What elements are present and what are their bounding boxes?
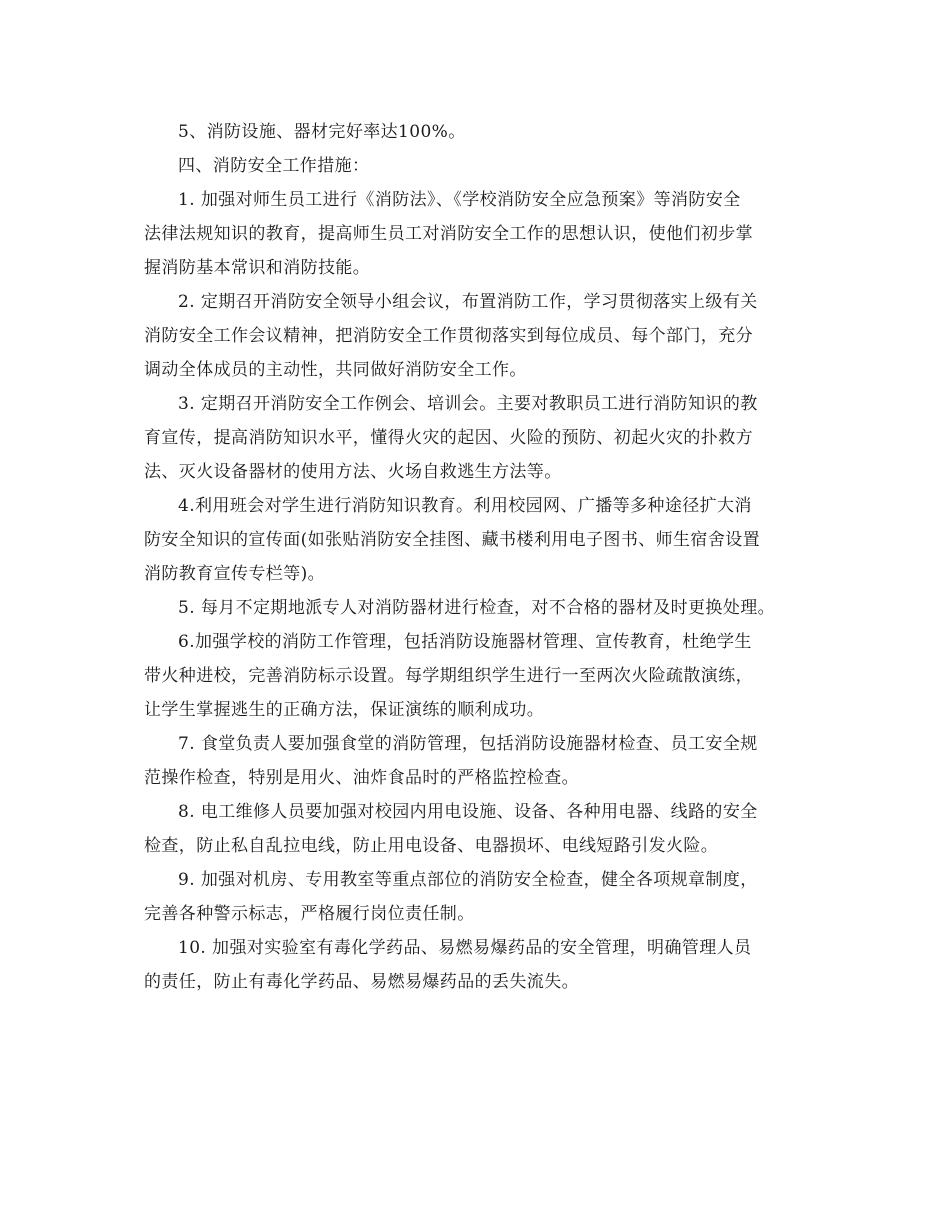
section-heading-measures	[144, 149, 816, 183]
paragraph-measure-8	[144, 795, 816, 863]
text-line: 7. 食堂负责人要加强食堂的消防管理，包括消防设施器材检查、员工安全规	[178, 734, 758, 754]
paragraph-item-5-completion-rate	[144, 115, 816, 149]
text-line: 检查，防止私自乱拉电线，防止用电设备、电器损坏、电线短路引发火险。	[144, 836, 719, 856]
text-line: 9. 加强对机房、专用教室等重点部位的消防安全检查，健全各项规章制度，	[178, 870, 758, 890]
document-body	[144, 115, 816, 999]
text-line: 8. 电工维修人员要加强对校园内用电设施、设备、各种用电器、线路的安全	[178, 802, 758, 822]
text-line: 1. 加强对师生员工进行《消防法》、《学校消防安全应急预案》等消防安全	[178, 190, 741, 210]
paragraph-measure-1	[144, 183, 816, 285]
paragraph-measure-9	[144, 863, 816, 931]
paragraph-measure-4	[144, 489, 816, 591]
text-line: 3. 定期召开消防安全工作例会、培训会。主要对教职员工进行消防知识的教	[178, 394, 758, 414]
paragraph-measure-7	[144, 727, 816, 795]
text-line: 防安全知识的宣传面(如张贴消防安全挂图、藏书楼利用电子图书、师生宿舍设置	[144, 530, 761, 550]
text-line: 完善各种警示标志，严格履行岗位责任制。	[144, 904, 475, 924]
text-line: 范操作检查，特别是用火、油炸食品时的严格监控检查。	[144, 768, 579, 788]
text-line: 消防安全工作会议精神，把消防安全工作贯彻落实到每位成员、每个部门，充分	[144, 326, 753, 346]
text-line: 握消防基本常识和消防技能。	[144, 258, 371, 278]
text-line: 四、消防安全工作措施：	[178, 156, 370, 176]
paragraph-measure-6	[144, 625, 816, 727]
text-line: 消防教育宣传专栏等)。	[144, 564, 326, 584]
paragraph-measure-5	[144, 591, 816, 625]
text-line: 2. 定期召开消防安全领导小组会议，布置消防工作，学习贯彻落实上级有关	[178, 292, 758, 312]
text-line: 法、灭火设备器材的使用方法、火场自救逃生方法等。	[144, 462, 562, 482]
text-line: 6.加强学校的消防工作管理，包括消防设施器材管理、宣传教育，杜绝学生	[178, 632, 752, 652]
text-line: 5、消防设施、器材完好率达100%。	[178, 122, 466, 142]
text-line: 让学生掌握逃生的正确方法，保证演练的顺利成功。	[144, 700, 545, 720]
text-line: 5. 每月不定期地派专人对消防器材进行检查，对不合格的器材及时更换处理。	[178, 598, 776, 618]
text-line: 法律法规知识的教育，提高师生员工对消防安全工作的思想认识，使他们初步掌	[144, 224, 753, 244]
paragraph-measure-10	[144, 931, 816, 999]
text-line: 带火种进校，完善消防标示设置。每学期组织学生进行一至两次火险疏散演练，	[144, 666, 753, 686]
text-line: 4.利用班会对学生进行消防知识教育。利用校园网、广播等多种途径扩大消	[178, 496, 752, 516]
text-line: 调动全体成员的主动性，共同做好消防安全工作。	[144, 360, 527, 380]
paragraph-measure-3	[144, 387, 816, 489]
paragraph-measure-2	[144, 285, 816, 387]
text-line: 10. 加强对实验室有毒化学药品、易燃易爆药品的安全管理，明确管理人员	[178, 938, 752, 958]
text-line: 育宣传，提高消防知识水平，懂得火灾的起因、火险的预防、初起火灾的扑救方	[144, 428, 753, 448]
text-line: 的责任，防止有毒化学药品、易燃易爆药品的丢失流失。	[144, 972, 579, 992]
